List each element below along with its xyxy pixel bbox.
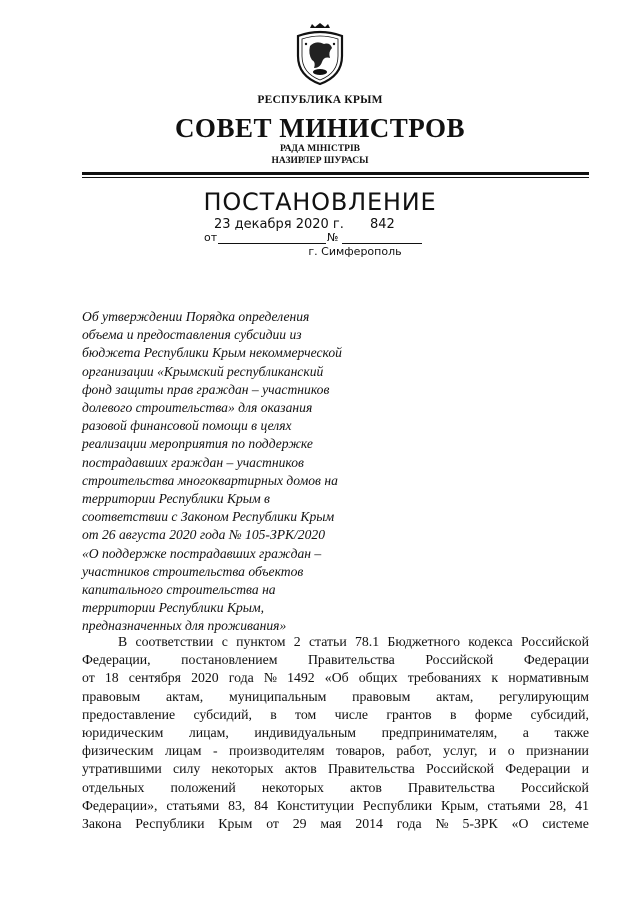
body-word: актам, bbox=[436, 688, 474, 704]
body-word: года bbox=[228, 670, 254, 686]
body-word: Российской bbox=[425, 761, 494, 777]
body-word: Российской bbox=[425, 652, 494, 668]
body-word: Конституции bbox=[276, 797, 355, 813]
header-rule-thick bbox=[82, 172, 589, 175]
council-name-crimean-tatar: НАЗИРЛЕР ШУРАСЫ bbox=[271, 156, 369, 166]
subject-line: реализации мероприятия по поддержке bbox=[82, 436, 313, 452]
subject-line: «О поддержке пострадавших граждан – bbox=[82, 545, 322, 561]
body-word: Федерации», bbox=[82, 797, 158, 813]
body-word: производителям bbox=[229, 743, 325, 759]
body-word: системе bbox=[542, 816, 589, 832]
body-word: соответствии bbox=[135, 634, 214, 649]
body-word: а bbox=[522, 725, 529, 741]
body-word: лицам, bbox=[188, 725, 229, 741]
council-name-ukrainian: РАДА МІНІСТРІВ bbox=[279, 144, 360, 154]
body-word: индивидуальным bbox=[254, 725, 357, 741]
body-word: услуг, bbox=[443, 743, 478, 759]
body-line bbox=[82, 724, 589, 742]
body-word: актов bbox=[349, 779, 382, 795]
body-line bbox=[82, 742, 589, 760]
body-word: о bbox=[507, 743, 515, 759]
body-word: Республики bbox=[135, 816, 205, 832]
body-word: в bbox=[450, 706, 457, 722]
subject-line: капитального строительства на bbox=[82, 582, 276, 598]
body-word: 28, bbox=[549, 797, 567, 813]
body-word: «Об bbox=[324, 670, 349, 686]
body-word: Федерации bbox=[505, 761, 571, 777]
body-word: кодекса bbox=[468, 634, 513, 649]
body-word: нормативным bbox=[508, 670, 589, 686]
body-word: статьями bbox=[166, 797, 220, 813]
body-word: статьи bbox=[308, 634, 347, 649]
body-line bbox=[82, 815, 589, 833]
subject-line: территории Республики Крым, bbox=[82, 600, 265, 616]
body-line bbox=[82, 797, 589, 815]
body-word: мая bbox=[320, 816, 342, 832]
body-line bbox=[82, 760, 589, 778]
document-type-title: ПОСТАНОВЛЕНИЕ bbox=[203, 188, 437, 216]
body-word: В bbox=[118, 634, 128, 649]
body-word: от bbox=[266, 816, 279, 832]
body-word: постановлением bbox=[181, 652, 278, 668]
body-word: положений bbox=[170, 779, 236, 795]
body-word: Крым, bbox=[440, 797, 479, 813]
body-line bbox=[82, 779, 589, 797]
header-rule-thin bbox=[82, 177, 589, 178]
body-word: Правительства bbox=[408, 779, 495, 795]
body-word: к bbox=[491, 670, 499, 686]
body-word: 2014 bbox=[355, 816, 383, 832]
body-word: товаров, bbox=[335, 743, 385, 759]
body-word: также bbox=[554, 725, 589, 741]
document-date: 23 декабря 2020 г. bbox=[214, 217, 344, 232]
body-word: некоторых bbox=[261, 779, 324, 795]
body-word: статьями bbox=[487, 797, 541, 813]
body-word: 18 bbox=[104, 670, 119, 686]
body-word: 83, bbox=[228, 797, 246, 813]
subject-line: Об утверждении Порядка определения bbox=[82, 309, 310, 324]
body-word: лицам bbox=[164, 743, 202, 759]
document-number: 842 bbox=[370, 217, 395, 232]
city-name: г. Симферополь bbox=[308, 245, 402, 258]
body-word: 41 bbox=[575, 797, 589, 813]
body-word: субсидий, bbox=[530, 706, 589, 722]
document-body bbox=[82, 633, 589, 833]
body-word: 5-ЗРК bbox=[462, 816, 498, 832]
subject-line: соответствии с Законом Республики Крым bbox=[82, 509, 335, 525]
body-word: том bbox=[295, 706, 317, 722]
body-line bbox=[82, 669, 589, 687]
body-line bbox=[82, 688, 589, 706]
body-word: Бюджетного bbox=[387, 634, 460, 649]
body-word: Крым bbox=[218, 816, 253, 832]
body-word: 2 bbox=[293, 634, 301, 649]
subject-line: объема и предоставления субсидии из bbox=[82, 327, 302, 343]
body-word: некоторых bbox=[211, 761, 274, 777]
body-word: Российской bbox=[520, 779, 589, 795]
body-word: работ, bbox=[396, 743, 432, 759]
body-word: общих bbox=[358, 670, 398, 686]
body-word: утратившими bbox=[82, 761, 162, 777]
body-word: признании bbox=[526, 743, 589, 759]
body-line bbox=[82, 706, 589, 724]
body-word: актам, bbox=[166, 688, 204, 704]
body-word: 2020 bbox=[191, 670, 219, 686]
subject-line: участников строительства объектов bbox=[82, 563, 304, 579]
body-word: Правительства bbox=[307, 652, 395, 668]
body-word: Республики bbox=[362, 797, 433, 813]
body-word: № bbox=[435, 816, 449, 832]
body-word: актов bbox=[284, 761, 317, 777]
body-word: года bbox=[396, 816, 422, 832]
subject-line: разовой финансовой помощи в целях bbox=[82, 418, 292, 434]
body-word: юридическим bbox=[82, 725, 164, 741]
subject-line: от 26 августа 2020 года № 105-ЗРК/2020 bbox=[82, 527, 325, 543]
body-word: 84 bbox=[254, 797, 268, 813]
body-word: требованиях bbox=[407, 670, 482, 686]
body-word: правовым bbox=[82, 688, 141, 704]
subject-line: пострадавших граждан – участников bbox=[82, 454, 304, 470]
subject-line: территории Республики Крым в bbox=[82, 491, 270, 507]
body-word: предоставление bbox=[82, 706, 176, 722]
body-word: и bbox=[581, 761, 589, 777]
body-word: сентября bbox=[128, 670, 181, 686]
subject-line: фонд защиты прав граждан – участников bbox=[82, 381, 330, 397]
subject-line: бюджета Республики Крым некоммерческой bbox=[82, 345, 342, 361]
body-word: субсидий, bbox=[193, 706, 252, 722]
body-word: и bbox=[488, 743, 497, 759]
number-underline bbox=[342, 243, 422, 244]
body-word: предпринимателям, bbox=[381, 725, 498, 741]
body-word: Федерации bbox=[523, 652, 589, 668]
body-word: № bbox=[263, 670, 278, 686]
body-word: правовым bbox=[352, 688, 411, 704]
subject-line: долевого строительства» для оказания bbox=[82, 400, 313, 416]
body-word: 1492 bbox=[287, 670, 315, 686]
body-word: силу bbox=[173, 761, 201, 777]
body-word: в bbox=[270, 706, 277, 722]
body-line bbox=[82, 651, 589, 669]
body-word: Российской bbox=[520, 634, 589, 649]
body-word: Федерации, bbox=[82, 652, 151, 668]
date-prefix-label: от bbox=[204, 231, 218, 244]
body-word: от bbox=[82, 670, 95, 686]
subject-line: предназначенных для проживания» bbox=[82, 618, 287, 634]
city-line bbox=[0, 245, 640, 258]
body-word: отдельных bbox=[82, 779, 145, 795]
body-word: с bbox=[221, 634, 228, 649]
body-word: 78.1 bbox=[355, 634, 380, 649]
body-word: «О bbox=[511, 816, 529, 832]
body-word: Закона bbox=[82, 816, 122, 832]
body-word: форме bbox=[474, 706, 513, 722]
subject-line: организации «Крымский республиканский bbox=[82, 363, 324, 379]
body-word: грантов bbox=[386, 706, 432, 722]
council-name: СОВЕТ МИНИСТРОВ bbox=[174, 113, 466, 143]
subject-line: строительства многоквартирных домов на bbox=[82, 472, 338, 488]
body-word: - bbox=[212, 743, 218, 759]
body-word: физическим bbox=[82, 743, 154, 759]
body-word: регулирующим bbox=[499, 688, 589, 704]
body-word: 29 bbox=[292, 816, 307, 832]
body-word: Правительства bbox=[327, 761, 415, 777]
body-line bbox=[82, 633, 589, 651]
document-subject bbox=[82, 308, 392, 636]
date-underline bbox=[218, 243, 326, 244]
body-word: муниципальным bbox=[228, 688, 327, 704]
body-word: пунктом bbox=[236, 634, 286, 649]
number-sign-label: № bbox=[327, 231, 339, 244]
republic-name: РЕСПУБЛИКА КРЫМ bbox=[257, 94, 383, 106]
body-word: числе bbox=[334, 706, 369, 722]
crimea-coat-of-arms-icon bbox=[290, 22, 350, 88]
